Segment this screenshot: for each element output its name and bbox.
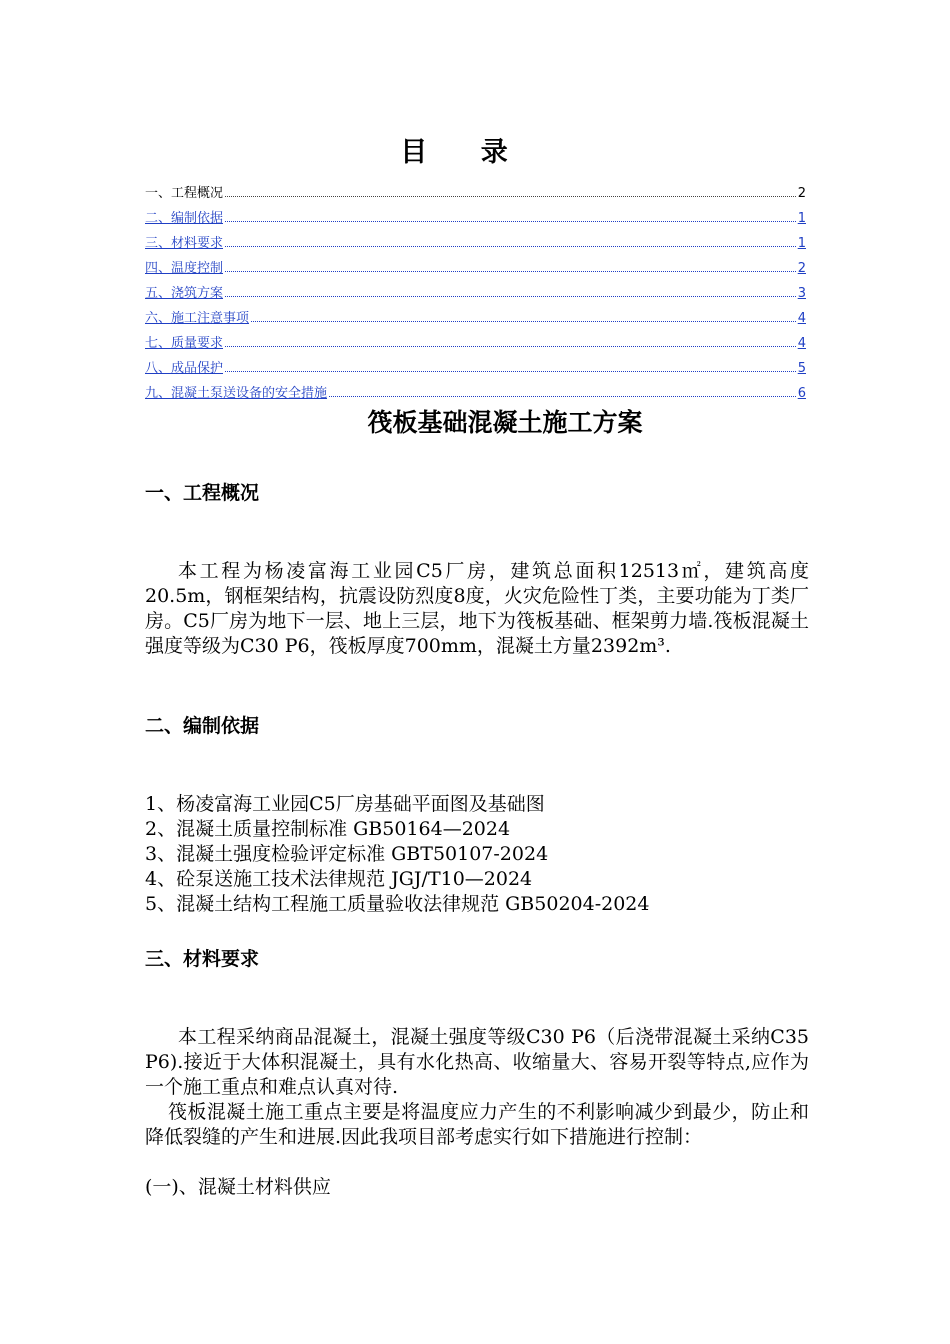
toc-leader-dots [225,246,796,247]
toc-item-label: 五、浇筑方案 [145,286,224,301]
toc-item-page: 3 [797,286,806,301]
table-of-contents [145,176,806,401]
list-item: 5、混凝土结构工程施工质量验收法律规范 GB50204-2024 [145,893,650,915]
toc-link[interactable] [145,251,806,276]
toc-item-label: 八、成品保护 [145,361,224,376]
toc-item-page: 2 [797,186,806,201]
basis-list [145,792,809,917]
toc-item-label: 一、工程概况 [145,186,224,201]
toc-item-label: 二、编制依据 [145,211,224,226]
toc-link[interactable] [145,276,806,301]
toc-title: 目 录 [400,137,530,168]
toc-leader-dots [225,196,796,197]
toc-leader-dots [251,321,796,322]
overview-paragraph: 本工程为杨凌富海工业园C5厂房，建筑总面积12513㎡，建筑高度20.5m，钢框架结构，抗震设防烈度8度，火灾危险性丁类，主要功能为丁类厂房。C5厂房为地下一层、地上三层，地下为筏板基础、框架剪力墙.筏板混凝土强度等级为C30 P6，筏板厚度700mm，混凝土方量2392m³. [145,560,809,657]
list-item: 1、杨凌富海工业园C5厂房基础平面图及基础图 [145,793,545,815]
toc-item-label: 七、质量要求 [145,336,224,351]
materials-paragraph: 筏板混凝土施工重点主要是将温度应力产生的不利影响减少到最少，防止和降低裂缝的产生和进展.因此我项目部考虑实行如下措施进行控制： [145,1101,809,1148]
list-item: 3、混凝土强度检验评定标准 GBT50107-2024 [145,843,549,865]
section-heading-materials: 三、材料要求 [145,948,260,970]
materials-paragraph: 本工程采纳商品混凝土，混凝土强度等级C30 P6（后浇带混凝土采纳C35 P6).接近于大体积混凝土，具有水化热高、收缩量大、容易开裂等特点,应作为一个施工重点和难点认真对待. [145,1026,809,1098]
toc-item-page: 1 [797,211,806,226]
toc-link[interactable] [145,226,806,251]
list-item: 4、砼泵送施工技术法律规范 JGJ/T10—2024 [145,868,533,890]
toc-link[interactable] [145,201,806,226]
section-heading-overview: 一、工程概况 [145,482,260,504]
toc-item-page: 1 [797,236,806,251]
section-heading-basis: 二、编制依据 [145,715,260,737]
toc-item-page: 4 [797,336,806,351]
toc-item-label: 四、温度控制 [145,261,224,276]
toc-leader-dots [225,371,796,372]
toc-link[interactable] [145,326,806,351]
toc-leader-dots [225,271,796,272]
toc-link[interactable] [145,376,806,401]
toc-leader-dots [225,346,796,347]
document-title: 筏板基础混凝土施工方案 [367,408,643,437]
toc-item-page: 4 [797,311,806,326]
toc-item-page: 2 [797,261,806,276]
toc-leader-dots [225,221,796,222]
toc-link[interactable] [145,351,806,376]
toc-item-page: 5 [797,361,806,376]
toc-item-label: 三、材料要求 [145,236,224,251]
toc-leader-dots [329,396,796,397]
toc-link[interactable] [145,301,806,326]
toc-leader-dots [225,296,796,297]
toc-item-page: 6 [797,386,806,401]
subsection-heading: (一)、混凝土材料供应 [145,1176,331,1198]
toc-item-label: 九、混凝土泵送设备的安全措施 [145,386,328,401]
list-item: 2、混凝土质量控制标准 GB50164—2024 [145,818,511,840]
toc-item[interactable] [145,176,806,201]
toc-item-label: 六、施工注意事项 [145,311,250,326]
